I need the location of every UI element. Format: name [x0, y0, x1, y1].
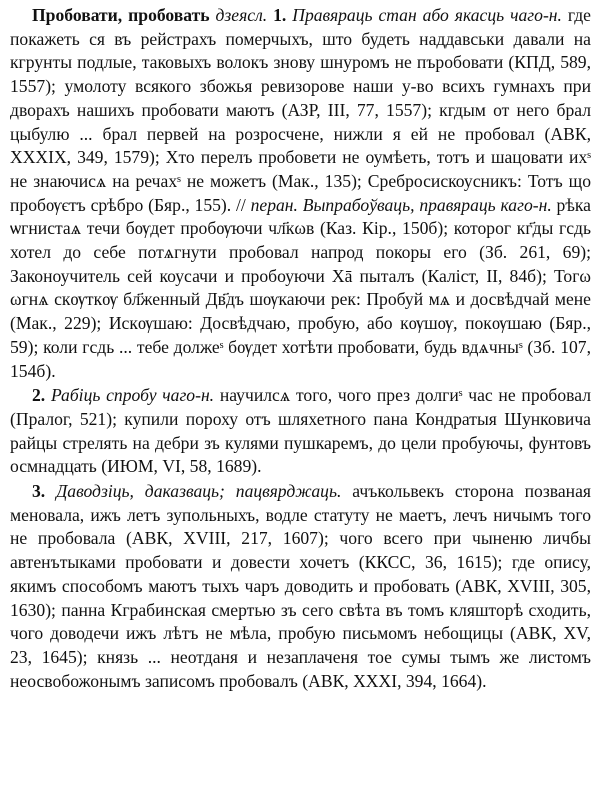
- entry-sense-2: [10, 384, 591, 479]
- subsense-definition: перан. Выпрабоўваць, правяраць каго-н.: [250, 194, 552, 215]
- sense-3-definition: Даводзіць, даказваць; пацвярджаць.: [56, 481, 342, 502]
- sense-1-number: 1.: [273, 5, 287, 25]
- subsense-marker: //: [236, 194, 246, 215]
- entry-sense-3: [10, 480, 591, 693]
- sense-1-citations: где покажеть ся въ рейстрахъ померчыхъ, што будеть наддавськи давали на кгрунты подлые, таковыхъ волокъ знову шнуромъ не пъробовати (КПД, 589, 1557); умолоту всякого збожья ревизорове наши у-во всихъ гумнахъ при дворахъ нашихъ пробовати маютъ (АЗР, III, 77, 1557); кгдым от него брал цыбулю ... брал первей на розросчене, нижли я ей не пробовал (АВК, XXXIX, 349, 1579); Хто перелъ пробовети не оумѣеть, тотъ и шацовати ихˢ не знаючисѧ на речахˢ не можетъ (Мак., 135); Сребросискоусникъ: Тотъ що пробѹєтъ срѣбро (Бяр., 155).: [10, 5, 591, 215]
- sense-1-definition: Правяраць стан або якасць чаго-н.: [292, 5, 562, 25]
- entry-sense-1: [10, 4, 591, 383]
- sense-2-number: 2.: [32, 385, 46, 406]
- subsense-citations: рѣка ѡгнистаѧ течи бѹдет пробѹючи чл҃кωв (Каз. Кір., 150б); которог кг҃ды гсдь хотел до себе потѧгнути пробовал напрод покоры его (Зб. 261, 69); Законоучитель сей коусачи и пробоуючи Хā пыталъ (Каліст, II, 84б); Тогω ωгнѧ скѹткѹ бл҃женный Дв҃дъ шѹкаючи рек: Пробуй мѧ и досвѣдчай мене (Мак., 229); Искѹшаю: Досвѣдчаю, пробую, або кѹшѹ, покѹшаю (Бяр., 59); коли гсдь ... тебе долже​ˢ бѹдет хотѣти пробовати, будь вдѧчныˢ (Зб. 107, 154б).: [10, 194, 591, 381]
- headword: Пробовати, пробовать: [32, 5, 210, 25]
- sense-3-number: 3.: [32, 481, 46, 502]
- part-of-speech: дзеясл.: [215, 5, 268, 25]
- sense-2-definition: Рабіць спробу чаго-н.: [50, 385, 215, 406]
- sense-2-citations: научилсѧ того, чого през долгиˢ час не пробовал (Пралог, 521); купили пороху отъ шляхетного пана Кондратыя Шунковича райцы стрелять на дебри зъ кулями пушкаремъ, до цели пробуючы, фунтовъ осмнадцать (ИЮМ, VI, 58, 1689).: [10, 385, 591, 477]
- sense-3-citations: ачъкольвекъ сторона позваная меновала, ижъ летъ зупольныхъ, водле статуту не маетъ, лечъ ничымъ того не пробовала (АВК, XVIII, 217, 1607); чого всего при чыненю личбы автенътыками пробовати и довести хочетъ (ККСС, 36, 1615); где опису, якимъ способомъ маютъ тыхъ чаръ доводить и пробовать (АВК, XVIII, 305, 1630); панна Кграбинская смертью зъ сего свѣта въ томъ кляшторѣ сходить, чого доводечи ижъ лѣтъ не мѣла, пробую письмомъ небощицы (АВК, XV, 23, 1645); князь ... неотданя и незаплаченя тое сумы тымъ же листомъ неосвобожонымъ записомъ пробовалъ (АВК, XXXI, 394, 1664).: [10, 481, 592, 691]
